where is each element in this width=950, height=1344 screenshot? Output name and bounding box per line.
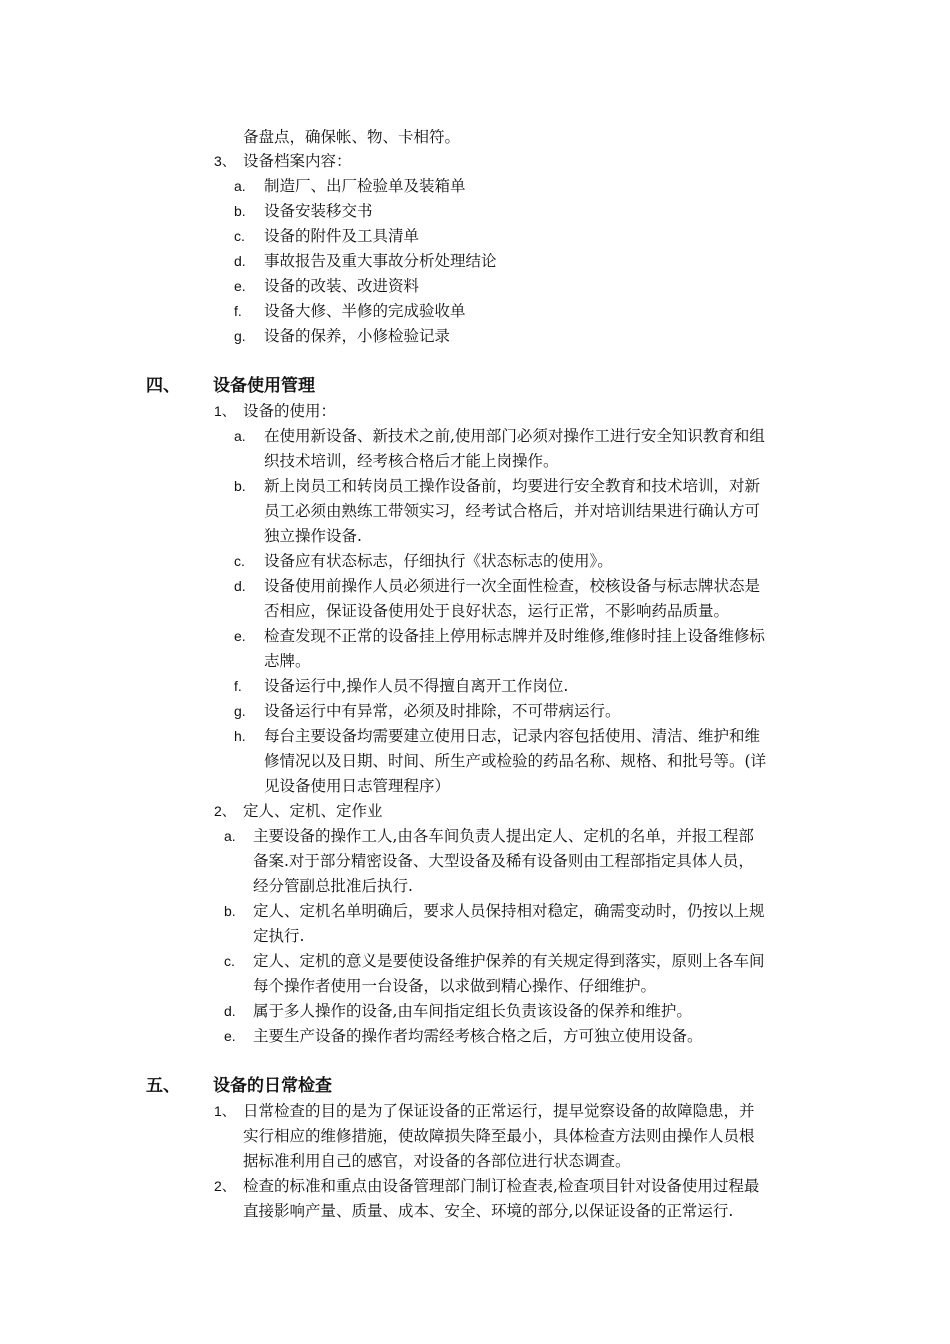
- item-line: 经分管副总批准后执行.: [253, 877, 413, 895]
- item-marker: c.: [234, 228, 245, 244]
- list-number: 1、: [214, 403, 236, 419]
- archive-item: 设备的附件及工具清单: [264, 227, 420, 245]
- item-marker: g.: [234, 703, 246, 719]
- item-line: 据标准利用自己的感官，对设备的各部位进行状态调查。: [243, 1152, 631, 1170]
- item-marker: c.: [224, 953, 235, 969]
- item-line: 志牌。: [264, 652, 311, 670]
- item-line: 直接影响产量、质量、成本、安全、环境的部分,以保证设备的正常运行.: [243, 1202, 734, 1220]
- item-marker: d.: [234, 578, 246, 594]
- item-marker: e.: [234, 628, 246, 644]
- item-line: 主要生产设备的操作者均需经考核合格之后，方可独立使用设备。: [253, 1027, 703, 1045]
- item-marker: e.: [234, 278, 246, 294]
- item-line: 织技术培训，经考核合格后才能上岗操作。: [264, 452, 559, 470]
- item-line: 修情况以及日期、时间、所生产或检验的药品名称、规格、和批号等。(详: [264, 752, 767, 770]
- section-heading: 设备的日常检查: [213, 1076, 332, 1096]
- archive-item: 设备大修、半修的完成验收单: [264, 302, 466, 320]
- item-line: 检查的标准和重点由设备管理部门制订检查表,检查项目针对设备使用过程最: [243, 1177, 760, 1195]
- section-number: 四、: [146, 376, 180, 396]
- list-number: 2、: [214, 1178, 236, 1194]
- item-line: 实行相应的维修措施，使故障损失降至最小，具体检查方法则由操作人员根: [243, 1127, 755, 1145]
- item-marker: d.: [224, 1003, 236, 1019]
- item-line: 在使用新设备、新技术之前,使用部门必须对操作工进行安全知识教育和组: [264, 427, 765, 445]
- item-line: 定执行.: [253, 927, 305, 945]
- item-line: 每个操作者使用一台设备，以求做到精心操作、仔细维护。: [253, 977, 657, 995]
- item-line: 定人、定机名单明确后，要求人员保持相对稳定，确需变动时，仍按以上规: [253, 902, 765, 920]
- list-number: 2、: [214, 803, 236, 819]
- item-marker: c.: [234, 553, 245, 569]
- item-line: 日常检查的目的是为了保证设备的正常运行，提早觉察设备的故障隐患，并: [243, 1102, 755, 1120]
- archive-item: 设备安装移交书: [264, 202, 373, 220]
- archive-item: 制造厂、出厂检验单及装箱单: [264, 177, 466, 195]
- item-line: 备案.对于部分精密设备、大型设备及稀有设备则由工程部指定具体人员，: [253, 852, 754, 870]
- item-marker: a.: [234, 178, 246, 194]
- item-line: 设备使用前操作人员必须进行一次全面性检查，校核设备与标志牌状态是: [264, 577, 761, 595]
- item-line: 员工必须由熟练工带领实习，经考试合格后，并对培训结果进行确认方可: [264, 502, 761, 520]
- item-marker: g.: [234, 328, 246, 344]
- item-marker: f.: [234, 303, 242, 319]
- item-line: 每台主要设备均需要建立使用日志，记录内容包括使用、清洁、维护和维: [264, 727, 761, 745]
- item-marker: f.: [234, 678, 242, 694]
- list-number: 3、: [214, 153, 236, 169]
- item-marker: a.: [234, 428, 246, 444]
- item-marker: e.: [224, 1028, 236, 1044]
- continuation-text: 备盘点，确保帐、物、卡相符。: [243, 128, 461, 146]
- item-marker: a.: [224, 828, 236, 844]
- item-line: 否相应，保证设备使用处于良好状态，运行正常，不影响药品质量。: [264, 602, 730, 620]
- archive-item: 事故报告及重大事故分析处理结论: [264, 252, 497, 270]
- item-line: 定人、定机的意义是要使设备维护保养的有关规定得到落实，原则上各车间: [253, 952, 765, 970]
- item-line: 属于多人操作的设备,由车间指定组长负责该设备的保养和维护。: [253, 1002, 692, 1020]
- item-marker: b.: [234, 203, 246, 219]
- section-number: 五、: [146, 1076, 180, 1096]
- list-heading: 设备档案内容：: [243, 152, 352, 170]
- item-line: 设备应有状态标志，仔细执行《状态标志的使用》。: [264, 552, 613, 570]
- item-line: 检查发现不正常的设备挂上停用标志牌并及时维修,维修时挂上设备维修标: [264, 627, 765, 645]
- section-heading: 设备使用管理: [213, 376, 315, 396]
- item-line: 见设备使用日志管理程序）: [264, 777, 451, 795]
- item-line: 设备运行中有异常，必须及时排除，不可带病运行。: [264, 702, 621, 720]
- list-number: 1、: [214, 1103, 236, 1119]
- item-line: 设备运行中,操作人员不得擅自离开工作岗位.: [264, 677, 569, 695]
- item-marker: h.: [234, 728, 246, 744]
- item-marker: b.: [234, 478, 246, 494]
- archive-item: 设备的保养，小修检验记录: [264, 327, 451, 345]
- item-line: 新上岗员工和转岗员工操作设备前，均要进行安全教育和技术培训，对新: [264, 477, 761, 495]
- item-line: 独立操作设备.: [264, 527, 362, 545]
- item-marker: d.: [234, 253, 246, 269]
- item-marker: b.: [224, 903, 236, 919]
- archive-item: 设备的改装、改进资料: [264, 277, 420, 295]
- list-heading: 定人、定机、定作业: [243, 802, 383, 820]
- list-heading: 设备的使用：: [243, 402, 337, 420]
- item-line: 主要设备的操作工人,由各车间负责人提出定人、定机的名单，并报工程部: [253, 827, 754, 845]
